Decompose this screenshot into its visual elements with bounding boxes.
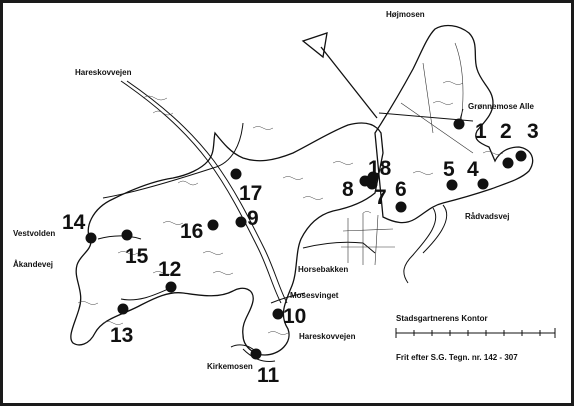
site-dot-2 — [503, 158, 514, 169]
site-dot-13 — [118, 304, 129, 315]
site-label-16: 16 — [180, 220, 204, 243]
site-label-7: 7 — [375, 186, 387, 209]
site-label-5: 5 — [443, 158, 455, 181]
site-dot-9 — [236, 217, 247, 228]
label-hojmosen: Højmosen — [386, 10, 425, 19]
site-label-3: 3 — [527, 120, 539, 143]
site-label-10: 10 — [283, 305, 307, 328]
road-diagonal — [103, 123, 243, 198]
site-dot-1 — [454, 119, 465, 130]
road-horsebakken — [303, 242, 375, 253]
label-hareskovvejen-bottom: Hareskovvejen — [299, 332, 356, 341]
label-radvadsvej: Rådvadsvej — [465, 212, 510, 221]
site-label-14: 14 — [62, 211, 86, 234]
site-dot-3 — [516, 151, 527, 162]
park-outline-main — [71, 123, 383, 355]
site-label-1: 1 — [475, 120, 487, 143]
label-gronnemose-alle: Grønnemose Alle — [468, 102, 534, 111]
north-arrow-icon — [303, 33, 377, 118]
label-akandevej: Åkandevej — [13, 260, 54, 269]
legend-source: Frit efter S.G. Tegn. nr. 142 - 307 — [396, 353, 518, 362]
site-label-6: 6 — [395, 178, 407, 201]
site-dot-12 — [166, 282, 177, 293]
map-canvas — [3, 3, 571, 403]
site-label-11: 11 — [257, 364, 280, 387]
legend — [396, 314, 555, 362]
site-dot-11 — [251, 349, 262, 360]
site-numbers — [62, 120, 539, 387]
legend-office: Stadsgartnerens Kontor — [396, 314, 488, 323]
site-label-15: 15 — [125, 245, 149, 268]
site-dot-16 — [208, 220, 219, 231]
site-dot-15 — [122, 230, 133, 241]
label-kirkemosen: Kirkemosen — [207, 362, 253, 371]
road-hareskovvejen-2 — [127, 81, 287, 303]
site-label-2: 2 — [500, 120, 512, 143]
site-label-9: 9 — [247, 207, 259, 230]
road-east — [401, 43, 473, 153]
label-vestvolden: Vestvolden — [13, 229, 56, 238]
scale-bar-icon — [396, 328, 555, 338]
site-label-18: 18 — [368, 157, 392, 180]
site-dot-14 — [86, 233, 97, 244]
road-grid — [341, 213, 395, 265]
label-horsebakken: Horsebakken — [298, 265, 349, 274]
site-dot-5 — [447, 180, 458, 191]
site-label-17: 17 — [239, 182, 263, 205]
site-label-4: 4 — [467, 158, 479, 181]
site-label-13: 13 — [110, 324, 134, 347]
road-radvadsvej — [404, 208, 436, 283]
site-label-12: 12 — [158, 258, 182, 281]
site-dot-17 — [231, 169, 242, 180]
site-label-8: 8 — [342, 178, 354, 201]
site-dot-4 — [478, 179, 489, 190]
site-dot-6 — [396, 202, 407, 213]
site-dot-10 — [273, 309, 284, 320]
label-mosesvinget: Mosesvinget — [290, 291, 339, 300]
label-hareskovvejen-top: Hareskovvejen — [75, 68, 132, 77]
